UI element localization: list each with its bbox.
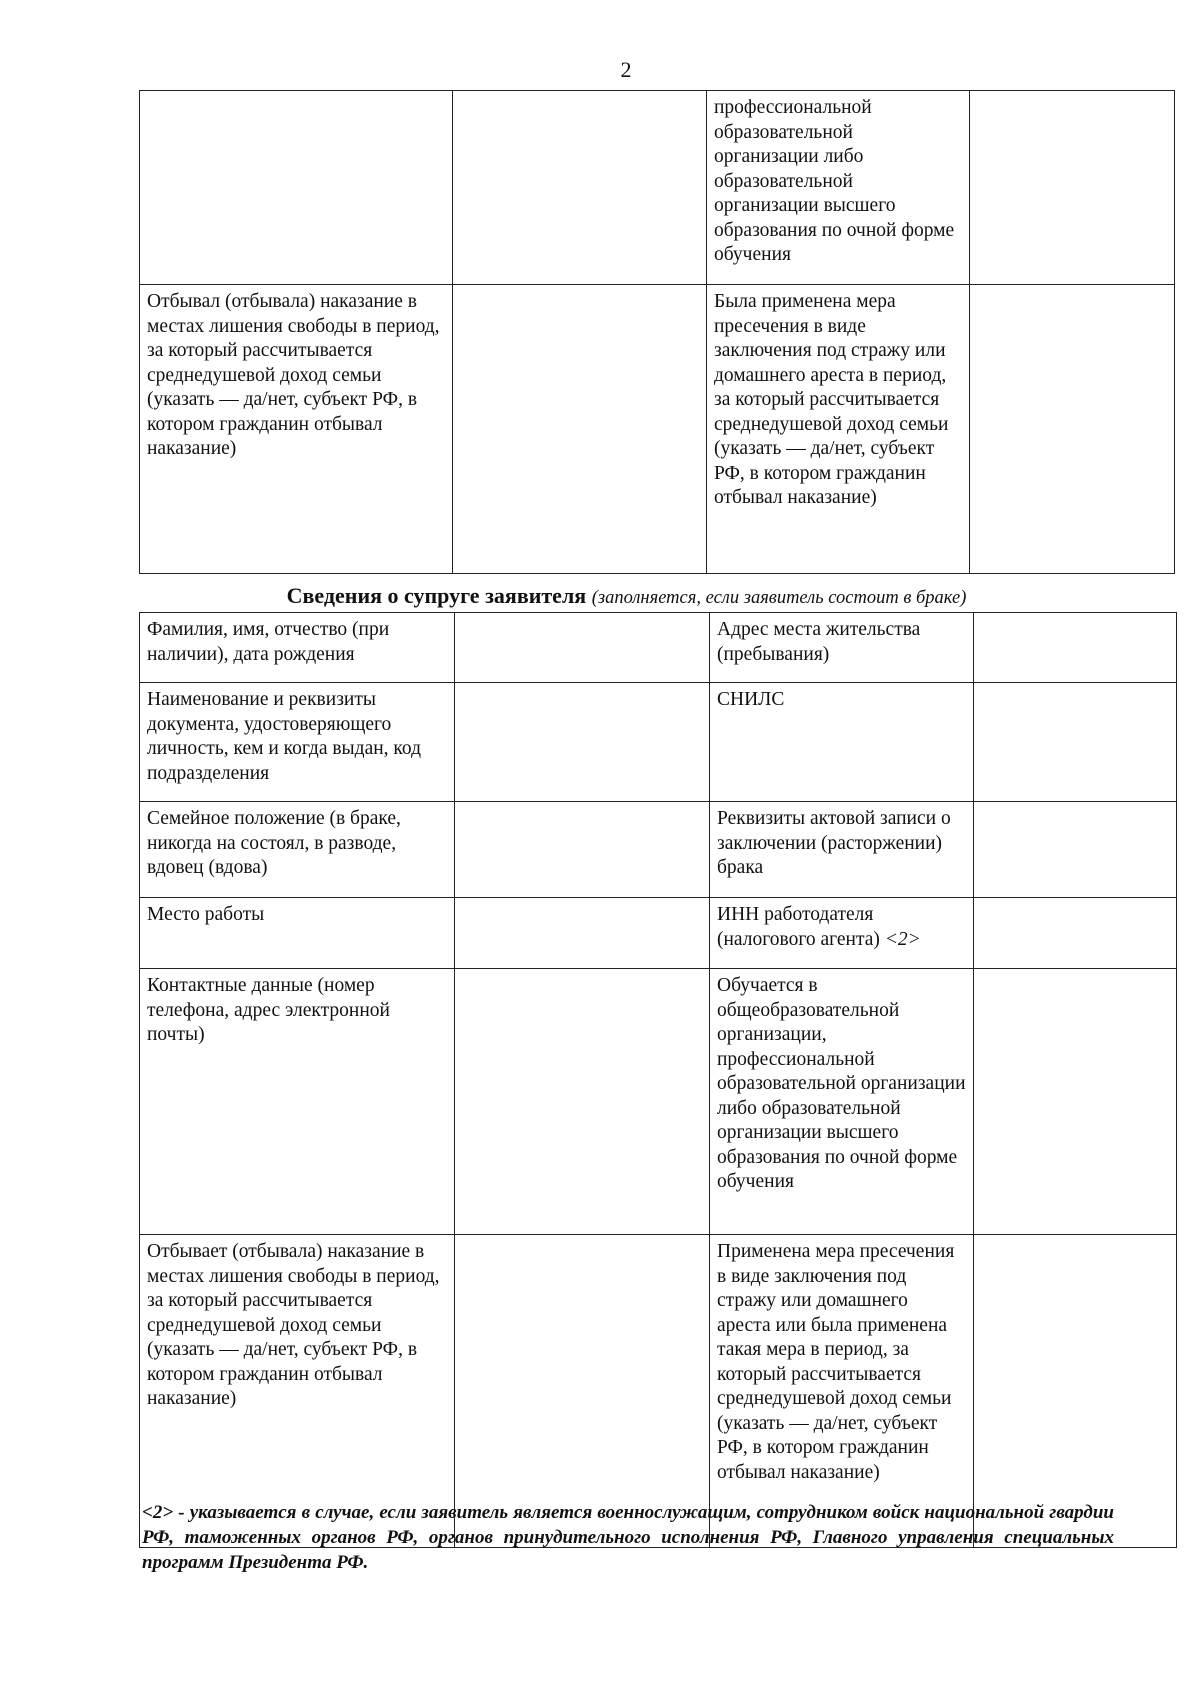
field-label: Семейное положение (в браке, никогда на состоял, в разводе, вдовец (вдова) (140, 802, 455, 898)
field-label: Была применена мера пресечения в виде заключения под стражу или домашнего ареста в период, за который рассчитывается среднедушевой доход семьи (указать — да/нет, субъект РФ, в котором гражданин отбывал наказание) (707, 285, 970, 574)
field-label: Наименование и реквизиты документа, удостоверяющего личность, кем и когда выдан, код подразделения (140, 683, 455, 802)
field-value[interactable] (455, 683, 710, 802)
field-label: Адрес места жительства (пребывания) (710, 613, 974, 683)
spouse-info-table (139, 612, 1177, 1548)
field-value[interactable] (455, 898, 710, 969)
section-note: (заполняется, если заявитель состоит в браке) (591, 588, 967, 608)
table-row (140, 683, 1177, 802)
footnote-ref: <2> (884, 928, 921, 950)
field-label: Применена мера пресечения в виде заключения под стражу или домашнего ареста или была применена такая мера в период, за который рассчитывается среднедушевой доход семьи (указать — да/нет, субъект РФ, в котором гражданин отбывал наказание) (710, 1235, 974, 1548)
field-value[interactable] (455, 613, 710, 683)
field-value[interactable] (974, 802, 1177, 898)
table-row (140, 898, 1177, 969)
field-value[interactable] (974, 613, 1177, 683)
field-value[interactable] (453, 91, 707, 285)
field-label: Реквизиты актовой записи о заключении (расторжении) брака (710, 802, 974, 898)
table-row (140, 613, 1177, 683)
field-label-text: ИНН работодателя (налогового агента) (717, 904, 880, 950)
field-label (710, 898, 974, 969)
section-title: Сведения о супруге заявителя (286, 583, 587, 608)
page-number: 2 (620, 57, 632, 82)
table-row (140, 285, 1175, 574)
field-label: Отбывает (отбывала) наказание в местах лишения свободы в период, за который рассчитывается среднедушевой доход семьи (указать — да/нет, субъект РФ, в котором гражданин отбывал наказание) (140, 1235, 455, 1548)
field-value[interactable] (970, 91, 1175, 285)
field-label: Место работы (140, 898, 455, 969)
field-label: Отбывал (отбывала) наказание в местах лишения свободы в период, за который рассчитывается среднедушевой доход семьи (указать — да/нет, субъект РФ, в котором гражданин отбывал наказание) (140, 285, 453, 574)
field-label: Обучается в общеобразовательной организации, профессиональной образовательной организации либо образовательной организации высшего образования по очной форме обучения (710, 969, 974, 1235)
applicant-info-table-continued (139, 90, 1175, 574)
table-row (140, 802, 1177, 898)
field-value[interactable] (974, 969, 1177, 1235)
field-label: Фамилия, имя, отчество (при наличии), дата рождения (140, 613, 455, 683)
section-heading (139, 583, 1114, 611)
field-label: профессиональной образовательной организации либо образовательной организации высшего образования по очной форме обучения (707, 91, 970, 285)
table-row (140, 969, 1177, 1235)
field-label: Контактные данные (номер телефона, адрес электронной почты) (140, 969, 455, 1235)
field-value[interactable] (974, 898, 1177, 969)
field-value[interactable] (455, 802, 710, 898)
field-value[interactable] (453, 285, 707, 574)
field-label: СНИЛС (710, 683, 974, 802)
table-row (140, 91, 1175, 285)
field-value[interactable] (455, 969, 710, 1235)
field-value[interactable] (970, 285, 1175, 574)
field-label (140, 91, 453, 285)
footnote: <2> - указывается в случае, если заявитель является военнослужащим, сотрудником войск национальной гвардии РФ, таможенных органов РФ, органов принудительного исполнения РФ, Главного управления специальных программ Президента РФ. (142, 1502, 1114, 1573)
field-value[interactable] (974, 683, 1177, 802)
